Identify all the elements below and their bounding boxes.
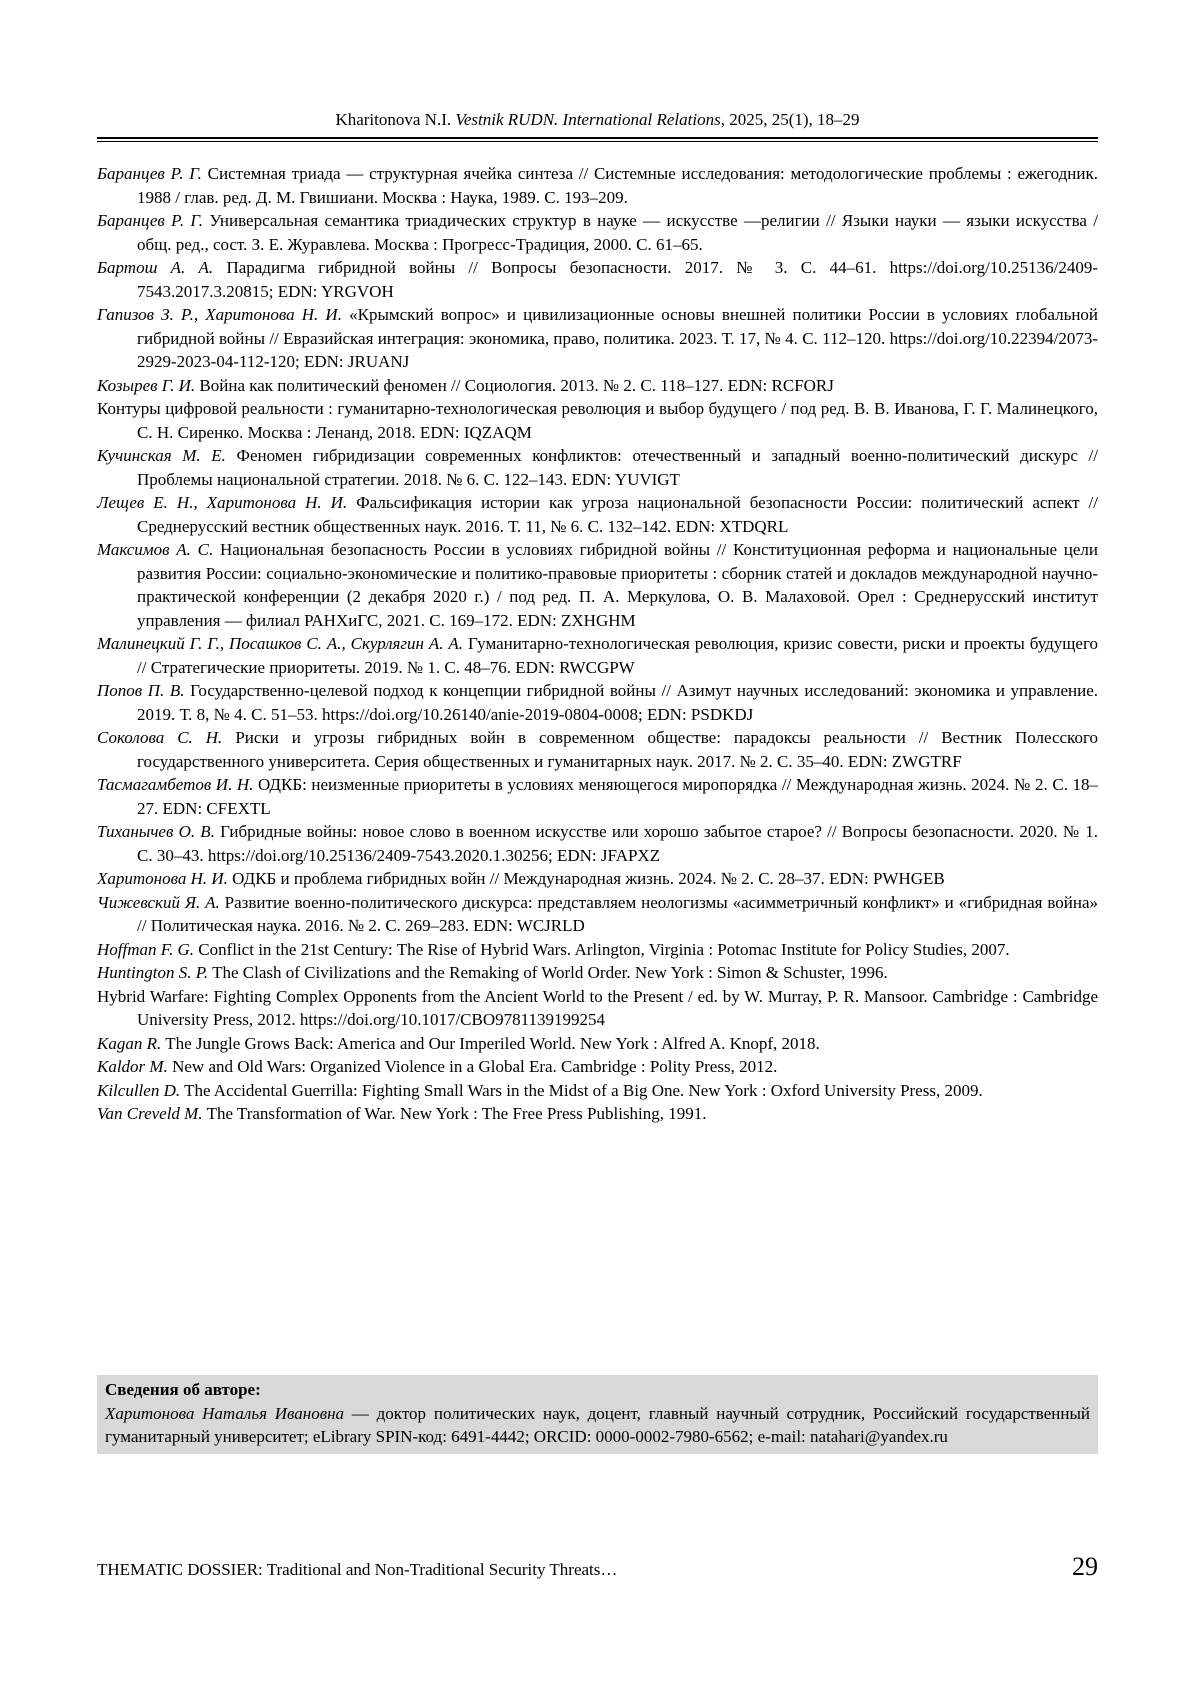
reference-authors: Гапизов З. Р., Харитонова Н. И.	[97, 305, 342, 324]
reference-text: Государственно-целевой подход к концепции гибридной войны // Азимут научных исследований: экономика и управление. 2019. Т. 8, № 4. С. 51–53. https://doi.org/10.26140/anie-2019-0804-0008; EDN: PSDKDJ	[137, 681, 1098, 724]
reference-authors: Кучинская М. Е.	[97, 446, 226, 465]
reference-text: Фальсификация истории как угроза национальной безопасности России: политический аспект // Среднерусский вестник общественных наук. 2016. Т. 11, № 6. С. 132–142. EDN: XTDQRL	[137, 493, 1098, 536]
reference-entry	[97, 679, 1098, 726]
reference-authors: Малинецкий Г. Г., Посашков С. А., Скурлягин А. А.	[97, 634, 464, 653]
reference-entry	[97, 1032, 1098, 1056]
author-details: — доктор политических наук, доцент, главный научный сотрудник, Российский государственный гуманитарный университет; eLibrary SPIN-код: 6491-4442; ORCID: 0000-0002-7980-6562; e-mail: natahari@yandex.ru	[105, 1403, 1090, 1446]
reference-text: Hybrid Warfare: Fighting Complex Opponents from the Ancient World to the Present / ed. by W. Murray, P. R. Mansoor. Cambridge : Cambridge University Press, 2012. https://doi.org/10.1017/CBO9781139199254	[97, 986, 1098, 1029]
reference-text: «Крымский вопрос» и цивилизационные основы внешней политики России в условиях глобальной гибридной войны // Евразийская интеграция: экономика, право, политика. 2023. Т. 17, № 4. С. 112–120. https://doi.org/10.22394/2073-2929-2023-04-112-120; EDN: JRUANJ	[137, 305, 1099, 371]
reference-entry	[97, 256, 1098, 303]
reference-text: The Jungle Grows Back: America and Our Imperiled World. New York : Alfred A. Knopf, 2018.	[165, 1033, 820, 1053]
reference-text: Conflict in the 21st Century: The Rise of Hybrid Wars. Arlington, Virginia : Potomac Institute for Policy Studies, 2007.	[198, 939, 1010, 959]
author-info-paragraph	[105, 1402, 1090, 1449]
reference-text: Гуманитарно-технологическая революция, кризис совести, риски и проекты будущего // Стратегические приоритеты. 2019. № 1. С. 48–76. EDN: RWCGPW	[137, 634, 1098, 677]
reference-authors: Максимов А. С.	[97, 540, 214, 559]
author-info-heading: Сведения об авторе:	[105, 1380, 261, 1399]
reference-authors: Kilcullen D.	[97, 1080, 181, 1100]
reference-entry	[97, 491, 1098, 538]
reference-entry	[97, 1055, 1098, 1079]
reference-authors: Huntington S. P.	[97, 963, 209, 982]
reference-text: New and Old Wars: Organized Violence in a Global Era. Cambridge : Polity Press, 2012.	[172, 1057, 778, 1076]
reference-text: Универсальная семантика триадических структур в науке — искусстве —религии // Языки науки — языки искусства / общ. ред., сост. З. Е. Журавлева. Москва : Прогресс-Традиция, 2000. С. 61–65.	[137, 211, 1099, 254]
reference-entry	[97, 303, 1098, 374]
reference-entry	[97, 374, 1098, 398]
running-head-journal-title: Vestnik RUDN. International Relations	[455, 110, 721, 129]
reference-text: Системная триада — структурная ячейка синтеза // Системные исследования: методологические проблемы : ежегодник. 1988 / глав. ред. Д. М. Гвишиани. Москва : Наука, 1989. С. 193–209.	[137, 164, 1099, 207]
reference-text: Развитие военно-политического дискурса: представляем неологизмы «асимметричный конфликт» и «гибридная война» // Политическая наука. 2016. № 2. С. 269–283. EDN: WCJRLD	[137, 892, 1099, 935]
reference-authors: Тасмагамбетов И. Н.	[97, 775, 254, 794]
reference-entry	[97, 891, 1098, 938]
references-list	[97, 162, 1098, 1126]
reference-text: ОДКБ: неизменные приоритеты в условиях меняющегося миропорядка // Международная жизнь. 2024. № 2. С. 18–27. EDN: CFEXTL	[137, 775, 1098, 818]
reference-authors: Лещев Е. Н., Харитонова Н. И.	[97, 493, 348, 512]
reference-authors: Баранцев Р. Г.	[97, 164, 202, 183]
reference-entry	[97, 538, 1098, 632]
reference-authors: Бартош А. А.	[97, 258, 214, 277]
reference-authors: Hoffman F. G.	[97, 939, 194, 959]
reference-entry	[97, 938, 1098, 962]
reference-entry	[97, 820, 1098, 867]
reference-text: The Accidental Guerrilla: Fighting Small Wars in the Midst of a Big One. New York : Oxford University Press, 2009.	[184, 1080, 983, 1100]
reference-entry	[97, 632, 1098, 679]
reference-text: The Clash of Civilizations and the Remaking of World Order. New York : Simon & Schuster, 1996.	[212, 963, 888, 982]
reference-text: Национальная безопасность России в условиях гибридной войны // Конституционная реформа и национальные цели развития России: социально-экономические и политико-правовые приоритеты : сборник статей и докладов международной научно-практической конференции (2 декабря 2020 г.) / под ред. П. А. Меркулова, О. В. Малаховой. Орел : Среднерусский институт управления — филиал РАНХиГС, 2021. С. 169–172. EDN: ZXHGHM	[137, 540, 1098, 630]
reference-authors: Kaldor M.	[97, 1057, 168, 1076]
reference-text: Контуры цифровой реальности : гуманитарно-технологическая революция и выбор будущего / под ред. В. В. Иванова, Г. Г. Малинецкого, С. Н. Сиренко. Москва : Ленанд, 2018. EDN: IQZAQM	[97, 399, 1098, 442]
reference-text: Парадигма гибридной войны // Вопросы безопасности. 2017. № 3. С. 44–61. https://doi.org/10.25136/2409-7543.2017.3.20815; EDN: YRGVOH	[137, 258, 1098, 301]
running-head	[97, 0, 1098, 131]
reference-authors: Kagan R.	[97, 1033, 162, 1053]
reference-authors: Чижевский Я. А.	[97, 892, 220, 912]
reference-entry	[97, 209, 1098, 256]
reference-text: Феномен гибридизации современных конфликтов: отечественный и западный военно-политический дискурс // Проблемы национальной стратегии. 2018. № 6. С. 122–143. EDN: YUVIGT	[137, 446, 1098, 489]
reference-entry	[97, 162, 1098, 209]
reference-authors: Соколова С. Н.	[97, 728, 223, 747]
reference-entry	[97, 985, 1098, 1032]
running-head-author: Kharitonova N.I.	[335, 110, 456, 129]
reference-text: Война как политический феномен // Социология. 2013. № 2. С. 118–127. EDN: RCFORJ	[199, 375, 834, 395]
reference-authors: Van Creveld M.	[97, 1104, 203, 1123]
author-info-box	[97, 1375, 1098, 1454]
reference-authors: Харитонова Н. И.	[97, 869, 228, 888]
running-head-tail: , 2025, 25(1), 18–29	[720, 110, 860, 129]
reference-text: The Transformation of War. New York : The Free Press Publishing, 1991.	[206, 1104, 707, 1123]
reference-entry	[97, 397, 1098, 444]
reference-entry	[97, 1079, 1098, 1103]
footer-dossier-title: THEMATIC DOSSIER: Traditional and Non-Traditional Security Threats…	[97, 1560, 618, 1579]
reference-authors: Попов П. В.	[97, 681, 185, 700]
page-footer	[97, 1552, 1098, 1582]
reference-entry	[97, 773, 1098, 820]
page-number: 29	[1072, 1552, 1098, 1581]
reference-entry	[97, 726, 1098, 773]
header-rule	[97, 137, 1098, 142]
reference-text: ОДКБ и проблема гибридных войн // Международная жизнь. 2024. № 2. С. 28–37. EDN: PWHGEB	[232, 869, 945, 888]
reference-entry	[97, 1102, 1098, 1126]
reference-text: Гибридные войны: новое слово в военном искусстве или хорошо забытое старое? // Вопросы безопасности. 2020. № 1. С. 30–43. https://doi.org/10.25136/2409-7543.2020.1.30256; EDN: JFAPXZ	[137, 822, 1099, 865]
reference-entry	[97, 961, 1098, 985]
author-name: Харитонова Наталья Ивановна	[105, 1403, 345, 1423]
reference-authors: Козырев Г. И.	[97, 375, 196, 395]
reference-entry	[97, 444, 1098, 491]
reference-authors: Баранцев Р. Г.	[97, 211, 204, 230]
reference-authors: Тиханычев О. В.	[97, 822, 215, 841]
reference-text: Риски и угрозы гибридных войн в современном обществе: парадоксы реальности // Вестник Полесского государственного университета. Серия общественных и гуманитарных наук. 2017. № 2. С. 35–40. EDN: ZWGTRF	[137, 728, 1099, 771]
reference-entry	[97, 867, 1098, 891]
